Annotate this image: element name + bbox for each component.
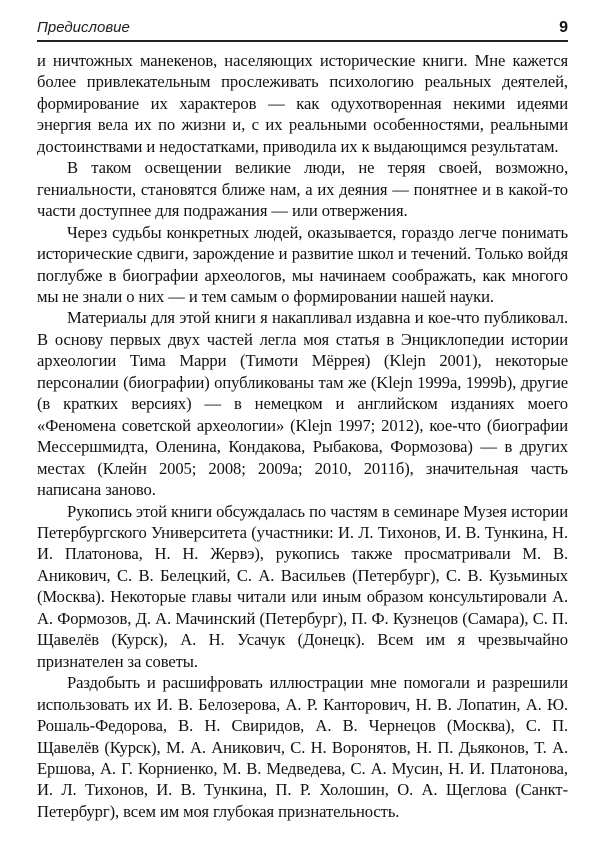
paragraph: В таком освещении великие люди, не теряя своей, возможно, гениальности, становятся ближе нам, а их деяния — понятнее и в какой-то части доступнее для подражания — или отвержения.	[37, 158, 568, 221]
running-header	[37, 12, 568, 42]
body-text	[37, 50, 568, 822]
paragraph: Материалы для этой книги я накапливал издавна и кое-что публиковал. В основу первых двух частей легла моя статья в Энциклопедии истории археологии Тима Марри (Тимоти Мёррея) (Klejn 2001), некоторые персоналии (биографии) опубликованы там же (Klejn 1999a, 1999b), другие (в кратких версиях) — в немецком и английском изданиях моего «Феномена советской археологии» (Klejn 1997; 2012), кое-что (биографии Мессершмидта, Оленина, Кондакова, Рыбакова, Формозова) — в других местах (Клейн 2005; 2008; 2009а; 2010, 2011б), значительная часть написана заново.	[37, 308, 568, 500]
paragraph: Рукопись этой книги обсуждалась по частям в семинаре Музея истории Петербургского Университета (участники: И. Л. Тихонов, И. В. Тункина, Н. И. Платонова, Н. Н. Жервэ), рукопись также просматривали М. В. Аникович, С. В. Белецкий, С. А. Васильев (Петербург), С. В. Кузьминых (Москва). Некоторые главы читали или иным образом консультировали А. А. Формозов, Д. А. Мачинский (Петербург), П. Ф. Кузнецов (Самара), С. П. Щавелёв (Курск), А. Н. Усачук (Донецк). Всем им я чрезвычайно признателен за советы.	[37, 501, 568, 671]
paragraph: Через судьбы конкретных людей, оказывается, гораздо легче понимать исторические сдвиги, зарождение и развитие школ и течений. Только войдя поглубже в биографии археологов, мы начинаем соображать, как многого мы не знали о них — и тем самым о формировании нашей науки.	[37, 222, 568, 306]
running-title: Предисловие	[37, 19, 130, 36]
page-number: 9	[559, 19, 568, 36]
paragraph: Раздобыть и расшифровать иллюстрации мне помогали и разрешили использовать их И. В. Белозерова, А. Р. Канторович, Н. В. Лопатин, А. Ю. Рошаль-Федорова, В. Н. Свиридов, А. В. Чернецов (Москва), С. П. Щавелёв (Курск), М. А. Аникович, С. Н. Воронятов, Н. П. Дьяконов, Т. А. Ершова, А. Г. Корниенко, М. В. Медведева, С. А. Мусин, Н. И. Платонова, И. Л. Тихонов, И. В. Тункина, П. Р. Холошин, О. А. Щеглова (Санкт-Петербург), всем им моя глубокая признательность.	[37, 673, 568, 821]
paragraph-continuation: и ничтожных манекенов, населяющих исторические книги. Мне кажется более привлекательным прослеживать психологию реальных деятелей, формирование их характеров — как одухотворенная некими идеями энергия вела их по жизни и, с их реальными особенностями, реальными достоинствами и недостатками, приводила их к выдающимся результатам.	[37, 51, 568, 156]
